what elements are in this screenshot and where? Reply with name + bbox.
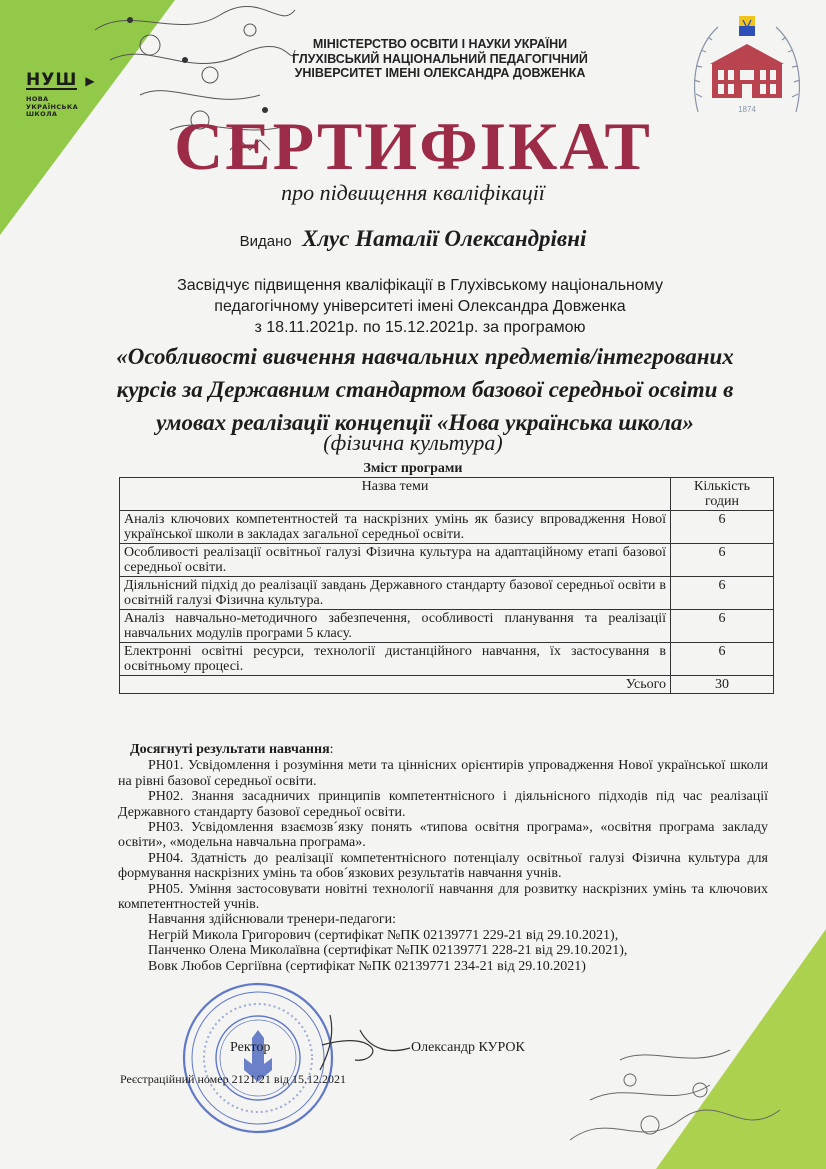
topic-cell: Аналіз навчально-методичного забезпечення, особливості планування та реалізації навчальних модулів програми 5 класу. bbox=[120, 610, 671, 643]
hours-cell: 6 bbox=[671, 544, 774, 577]
ministry-line: МІНІСТЕРСТВО ОСВІТИ І НАУКИ УКРАЇНИ bbox=[312, 37, 568, 51]
hours-cell: 6 bbox=[671, 643, 774, 676]
results-heading: Досягнуті результати навчання: bbox=[130, 742, 334, 757]
topic-cell: Особливості реалізації освітньої галузі Фізична культура на адаптаційному етапі базової середньої освіти. bbox=[120, 544, 671, 577]
certificate-subtitle: про підвищення кваліфікації bbox=[281, 180, 545, 205]
table-row bbox=[120, 610, 774, 643]
table-row bbox=[120, 511, 774, 544]
ministry-header bbox=[210, 37, 670, 81]
total-hours: 30 bbox=[671, 676, 774, 694]
result-item: РН02. Знання засадничих принципів компетентнісного і діяльнісного підходів під час реалізації Державного стандарту базової середньої освіти. bbox=[118, 789, 768, 820]
program-table bbox=[119, 477, 774, 694]
hours-cell: 6 bbox=[671, 577, 774, 610]
university-emblem-icon bbox=[688, 12, 806, 120]
doodle-ornament-bottom bbox=[560, 940, 826, 1169]
trainer-item: Панченко Олена Миколаївна (сертифікат №ПК 02139771 228-21 від 29.10.2021), bbox=[148, 943, 628, 959]
column-topic-header: Назва теми bbox=[120, 478, 671, 511]
certificate-title: СЕРТИФІКАТ bbox=[174, 108, 652, 184]
trainers-heading: Навчання здійснювали тренери-педагоги: bbox=[148, 912, 397, 928]
nush-logo-subtitle: НОВА УКРАЇНСЬКА ШКОЛА bbox=[26, 95, 79, 118]
university-line-1: ГЛУХІВСЬКИЙ НАЦІОНАЛЬНИЙ ПЕДАГОГІЧНИЙ bbox=[292, 51, 588, 66]
program-content-title: Зміст програми bbox=[363, 461, 463, 476]
certifies-text: Засвідчує підвищення кваліфікації в Глухівському національному педагогічному університеті імені Олександра Довженка з 18.11.2021р. по 15.12.2021р. за програмою bbox=[177, 277, 663, 336]
total-label: Усього bbox=[120, 676, 671, 694]
emblem-year: 1874 bbox=[738, 105, 756, 114]
program-subject: (фізична культура) bbox=[323, 430, 503, 455]
nush-logo-mark: НУШ bbox=[26, 70, 78, 90]
column-hours-header: Кількість годин bbox=[671, 478, 774, 511]
learning-results bbox=[118, 742, 768, 974]
program-title: «Особливості вивчення навчальних предметів/інтегрованих курсів за Державним стандартом базової середньої освіти в умовах реалізації концепції «Нова українська школа» bbox=[116, 344, 734, 435]
table-row bbox=[120, 577, 774, 610]
recipient-name: Хлус Наталії Олександрівні bbox=[302, 226, 587, 251]
result-item: РН04. Здатність до реалізації компетентнісного потенціалу освітньої галузі Фізична культура для формування наскрізних умінь та обов´язкових результатів навчання учнів. bbox=[118, 850, 768, 882]
result-item: РН05. Уміння застосовувати новітні технології навчання для розвитку наскрізних умінь та ключових компетентностей учнів. bbox=[118, 881, 768, 913]
topic-cell: Аналіз ключових компетентностей та наскрізних умінь як базису впровадження Нової української школи в закладах загальної середньої освіти. bbox=[120, 511, 671, 544]
result-item: РН03. Усвідомлення взаємозв´язку понять «типова освітня програма», «освітня програма закладу освіти», «модельна навчальна програма». bbox=[118, 820, 768, 851]
trainer-item: Негрій Микола Григорович (сертифікат №ПК 02139771 229-21 від 29.10.2021), bbox=[148, 927, 619, 943]
issued-label: Видано bbox=[239, 233, 292, 250]
registration-number: Реєстраційний номер 2121/21 від 15.12.2021 bbox=[120, 1072, 347, 1086]
table-header-row bbox=[120, 478, 774, 511]
rector-name: Олександр КУРОК bbox=[411, 1040, 525, 1055]
result-item: РН01. Усвідомлення і розуміння мети та ціннісних орієнтирів упровадження Нової української школи на рівні базової середньої освіти. bbox=[118, 758, 768, 789]
topic-cell: Діяльнісний підхід до реалізації завдань Державного стандарту базової середньої освіти в освітній галузі Фізична культура. bbox=[120, 577, 671, 610]
hours-cell: 6 bbox=[671, 610, 774, 643]
university-line-2: УНІВЕРСИТЕТ ІМЕНІ ОЛЕКСАНДРА ДОВЖЕНКА bbox=[294, 66, 586, 80]
rector-label: Ректор bbox=[230, 1040, 271, 1055]
issued-to bbox=[0, 226, 826, 252]
trainer-item: Вовк Любов Сергіївна (сертифікат №ПК 02139771 234-21 від 29.10.2021) bbox=[148, 958, 586, 974]
hours-cell: 6 bbox=[671, 511, 774, 544]
table-row bbox=[120, 643, 774, 676]
table-row bbox=[120, 544, 774, 577]
topic-cell: Електронні освітні ресурси, технології дистанційного навчання, їх застосування в освітньому процесі. bbox=[120, 643, 671, 676]
table-total-row bbox=[120, 676, 774, 694]
arrow-right-icon: ▶ bbox=[85, 74, 95, 88]
